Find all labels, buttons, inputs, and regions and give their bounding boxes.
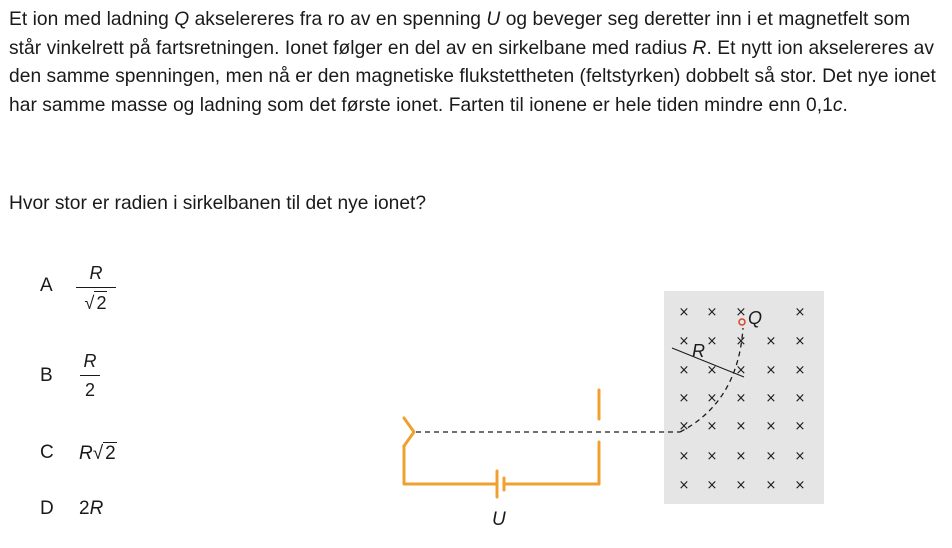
option-c-sqrt: √ 2	[92, 443, 116, 464]
option-a-sqrt: √ 2	[84, 293, 107, 313]
circuit	[404, 390, 599, 497]
question-text: Hvor stor er radien i sirkelbanen til det nye ionet?	[9, 193, 427, 214]
problem-variable: c	[832, 94, 843, 116]
field-cross-mark: ×	[794, 305, 806, 320]
field-cross-mark: ×	[678, 449, 690, 464]
field-cross-mark: ×	[794, 449, 806, 464]
option-c-variable: R	[79, 443, 93, 464]
field-cross-mark: ×	[765, 419, 777, 434]
problem-text-run: og beveger seg deretter inn i et magnetfelt som står vinkelrett på fartsretningen. Ionet følger en del av en sirkelbane med radius	[9, 9, 911, 59]
circuit-wire-left	[404, 446, 497, 484]
field-cross-mark: ×	[735, 478, 747, 493]
field-cross-mark: ×	[735, 305, 747, 320]
field-cross-mark: ×	[735, 391, 747, 406]
field-cross-mark: ×	[794, 419, 806, 434]
charge-label: Q	[748, 308, 763, 328]
field-cross-mark: ×	[706, 391, 718, 406]
field-cross-mark: ×	[706, 449, 718, 464]
field-cross-mark: ×	[794, 334, 806, 349]
field-cross-mark: ×	[735, 449, 747, 464]
field-cross-mark: ×	[706, 478, 718, 493]
field-cross-mark: ×	[765, 334, 777, 349]
field-cross-mark: ×	[706, 419, 718, 434]
ion-source-plate	[404, 418, 414, 446]
field-cross-mark: ×	[794, 363, 806, 378]
problem-text-run: .	[842, 94, 848, 116]
radius-label: R	[692, 341, 705, 361]
option-b-numerator: R	[83, 351, 97, 371]
field-cross-mark: ×	[678, 305, 690, 320]
option-d-letter[interactable]: D	[40, 498, 54, 519]
option-c-letter[interactable]: C	[40, 442, 54, 463]
option-d-variable: R	[89, 498, 104, 519]
field-cross-mark: ×	[678, 419, 690, 434]
option-b-letter[interactable]: B	[40, 365, 53, 386]
field-cross-mark: ×	[735, 419, 747, 434]
voltage-label: U	[492, 509, 506, 530]
field-cross-mark: ×	[706, 305, 718, 320]
field-cross-mark: ×	[765, 363, 777, 378]
field-cross-mark: ×	[678, 334, 690, 349]
option-a-letter[interactable]: A	[40, 275, 53, 296]
field-cross-mark: ×	[706, 363, 718, 378]
field-cross-mark: ×	[678, 478, 690, 493]
field-cross-mark: ×	[735, 363, 747, 378]
option-a-numerator: R	[89, 263, 103, 283]
field-cross-mark: ×	[765, 449, 777, 464]
field-cross-mark: ×	[678, 391, 690, 406]
circuit-wire-right	[504, 442, 599, 484]
problem-text-run: akselereres fra ro av en spenning	[189, 9, 487, 30]
field-cross-mark: ×	[765, 391, 777, 406]
option-a-radicand: 2	[96, 293, 107, 313]
field-cross-mark: ×	[735, 334, 747, 349]
field-cross-mark: ×	[678, 363, 690, 378]
problem-text-run: Et ion med ladning	[9, 9, 175, 30]
field-cross-mark: ×	[794, 478, 806, 493]
option-b-denominator: 2	[84, 380, 95, 400]
field-cross-mark: ×	[794, 391, 806, 406]
field-cross-mark: ×	[765, 478, 777, 493]
field-cross-mark: ×	[706, 334, 718, 349]
problem-text-run: . Et nytt ion akselereres av den samme spenningen, men nå er den magnetiske flukstettheten (feltstyrken) dobbelt så stor. Det nye ionet har samme masse og ladning som det første ionet. Farten til ionene er hele tiden mindre enn 0,1	[9, 37, 936, 116]
option-d-coefficient: 2	[79, 498, 90, 519]
option-c-radicand: 2	[105, 443, 116, 464]
problem-variable: R	[692, 37, 707, 59]
problem-variable: Q	[174, 9, 190, 30]
problem-variable: U	[486, 9, 501, 30]
